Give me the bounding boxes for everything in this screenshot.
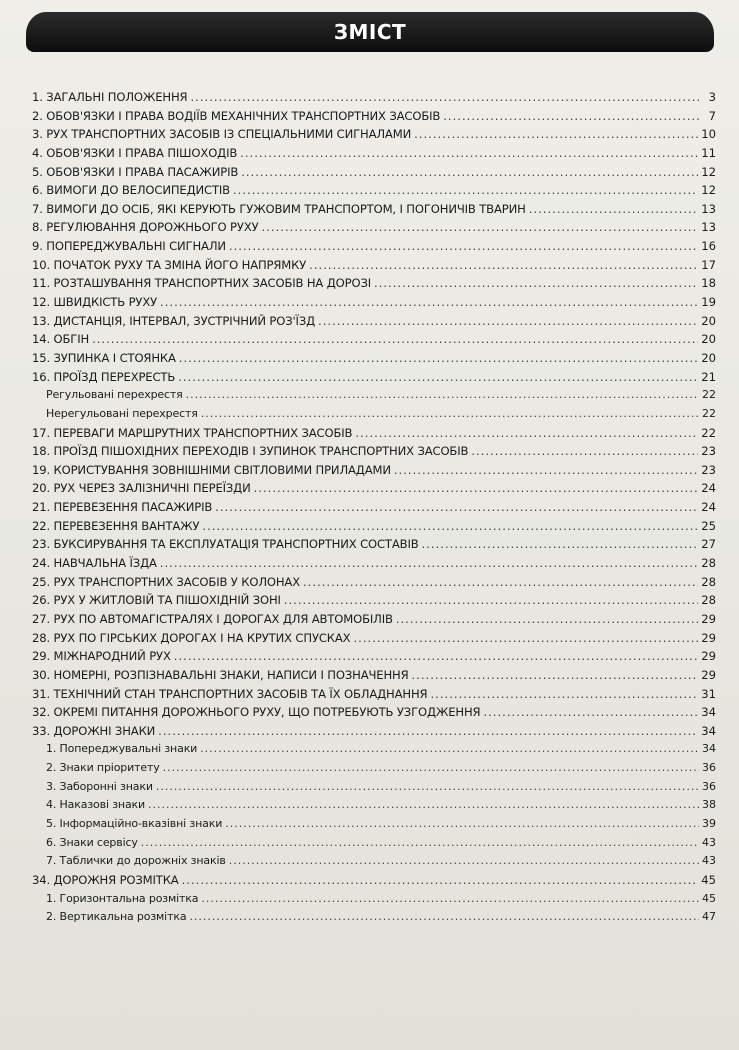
toc-entry-title: 17. ПЕРЕВАГИ МАРШРУТНИХ ТРАНСПОРТНИХ ЗАСОБІВ	[32, 425, 353, 440]
toc-entry-title: 6. Знаки сервісу	[46, 835, 138, 849]
dot-leader	[158, 722, 698, 741]
dot-leader	[225, 815, 699, 834]
toc-entry[interactable]	[32, 517, 716, 536]
toc-entry-page: 7	[708, 108, 716, 123]
dot-leader	[141, 834, 699, 853]
dot-leader	[262, 218, 699, 237]
toc-subentry[interactable]	[32, 890, 716, 909]
toc-entry-page: 23	[701, 462, 716, 477]
toc-entry[interactable]	[32, 871, 716, 890]
toc-entry[interactable]	[32, 573, 716, 592]
dot-leader	[471, 442, 698, 461]
toc-entry[interactable]	[32, 144, 716, 163]
toc-entry-page: 22	[702, 406, 716, 420]
dot-leader	[303, 573, 698, 592]
toc-entry[interactable]	[32, 200, 716, 219]
page-title: ЗМІСТ	[333, 20, 407, 44]
dot-leader	[318, 312, 698, 331]
toc-entry-page: 45	[701, 872, 716, 887]
toc-entry-page: 34	[701, 705, 716, 720]
toc-entry-title: 34. ДОРОЖНЯ РОЗМІТКА	[32, 872, 179, 887]
dot-leader	[201, 405, 699, 424]
toc-entry-title: 32. ОКРЕМІ ПИТАННЯ ДОРОЖНЬОГО РУХУ, ЩО ПОТРЕБУЮТЬ УЗГОДЖЕННЯ	[32, 705, 481, 720]
toc-entry-page: 20	[701, 332, 716, 347]
toc-entry-page: 19	[701, 295, 716, 310]
toc-entry-page: 28	[701, 593, 716, 608]
toc-entry[interactable]	[32, 722, 716, 741]
toc-entry-title: 8. РЕГУЛЮВАННЯ ДОРОЖНЬОГО РУХУ	[32, 220, 259, 235]
toc-entry-title: 11. РОЗТАШУВАННЯ ТРАНСПОРТНИХ ЗАСОБІВ НА ДОРОЗІ	[32, 276, 371, 291]
dot-leader	[179, 349, 698, 368]
toc-entry-page: 13	[701, 220, 716, 235]
toc-entry-title: 28. РУХ ПО ГІРСЬКИХ ДОРОГАХ І НА КРУТИХ СПУСКАХ	[32, 630, 351, 645]
toc-entry-title: 25. РУХ ТРАНСПОРТНИХ ЗАСОБІВ У КОЛОНАХ	[32, 574, 300, 589]
toc-subentry[interactable]	[32, 834, 716, 853]
toc-entry[interactable]	[32, 218, 716, 237]
dot-leader	[396, 610, 698, 629]
toc-entry-page: 28	[701, 556, 716, 571]
toc-entry[interactable]	[32, 498, 716, 517]
toc-entry-page: 36	[702, 779, 716, 793]
toc-entry[interactable]	[32, 666, 716, 685]
dot-leader	[229, 852, 699, 871]
toc-entry[interactable]	[32, 293, 716, 312]
toc-entry-title: Нерегульовані перехрестя	[46, 406, 198, 420]
toc-entry[interactable]	[32, 479, 716, 498]
toc-entry-title: 31. ТЕХНІЧНИЙ СТАН ТРАНСПОРТНИХ ЗАСОБІВ ТА ЇХ ОБЛАДНАННЯ	[32, 686, 428, 701]
dot-leader	[394, 461, 698, 480]
dot-leader	[483, 703, 698, 722]
dot-leader	[174, 647, 698, 666]
toc-entry-title: 29. МІЖНАРОДНИЙ РУХ	[32, 649, 171, 664]
dot-leader	[156, 778, 699, 797]
toc-entry-title: 1. ЗАГАЛЬНІ ПОЛОЖЕННЯ	[32, 90, 188, 104]
toc-entry-title: 26. РУХ У ЖИТЛОВІЙ ТА ПІШОХІДНІЙ ЗОНІ	[32, 593, 281, 608]
dot-leader	[190, 88, 699, 107]
toc-entry[interactable]	[32, 274, 716, 293]
toc-entry-page: 21	[701, 369, 716, 384]
dot-leader	[215, 498, 698, 517]
toc-subentry[interactable]	[32, 759, 716, 778]
toc-entry-page: 22	[702, 388, 716, 402]
dot-leader	[355, 424, 698, 443]
toc-entry[interactable]	[32, 442, 716, 461]
dot-leader	[284, 591, 698, 610]
toc-entry-page: 38	[702, 798, 716, 812]
toc-entry[interactable]	[32, 368, 716, 387]
toc-entry-title: 7. Таблички до дорожніх знаків	[46, 854, 226, 868]
toc-entry-title: 4. ОБОВ'ЯЗКИ І ПРАВА ПІШОХОДІВ	[32, 145, 238, 160]
dot-leader	[201, 890, 699, 909]
dot-leader	[240, 144, 698, 163]
toc-entry[interactable]	[32, 88, 716, 107]
toc-entry[interactable]	[32, 125, 716, 144]
header-bar	[26, 12, 714, 52]
toc-entry-page: 34	[702, 742, 716, 756]
toc-entry[interactable]	[32, 554, 716, 573]
dot-leader	[189, 908, 699, 927]
toc-entry[interactable]	[32, 685, 716, 704]
toc-entry-title: 6. ВИМОГИ ДО ВЕЛОСИПЕДИСТІВ	[32, 183, 230, 198]
toc-entry-page: 43	[702, 835, 716, 849]
dot-leader	[422, 535, 699, 554]
toc-entry-page: 29	[701, 630, 716, 645]
toc-entry-page: 13	[701, 201, 716, 216]
toc-entry-page: 39	[702, 816, 716, 830]
toc-entry-title: 1. Горизонтальна розмітка	[46, 891, 199, 905]
toc-entry-title: 4. Наказові знаки	[46, 798, 146, 812]
dot-leader	[229, 237, 698, 256]
toc-entry[interactable]	[32, 703, 716, 722]
toc-entry-page: 10	[701, 127, 716, 142]
dot-leader	[92, 330, 698, 349]
toc-entry[interactable]	[32, 163, 716, 182]
toc-subentry[interactable]	[32, 796, 716, 815]
toc-entry[interactable]	[32, 237, 716, 256]
toc-entry-title: 33. ДОРОЖНІ ЗНАКИ	[32, 723, 156, 738]
toc-entry[interactable]	[32, 461, 716, 480]
dot-leader	[414, 125, 698, 144]
dot-leader	[202, 517, 698, 536]
toc-entry-page: 20	[701, 350, 716, 365]
toc-entry-title: 22. ПЕРЕВЕЗЕННЯ ВАНТАЖУ	[32, 518, 200, 533]
toc-entry[interactable]	[32, 256, 716, 275]
toc-entry-page: 12	[701, 164, 716, 179]
toc-entry-title: 27. РУХ ПО АВТОМАГІСТРАЛЯХ І ДОРОГАХ ДЛЯ АВТОМОБІЛІВ	[32, 611, 393, 626]
toc-entry-page: 43	[702, 854, 716, 868]
toc-entry-title: 9. ПОПЕРЕДЖУВАЛЬНІ СИГНАЛИ	[32, 239, 226, 254]
toc-entry-title: 12. ШВИДКІСТЬ РУХУ	[32, 295, 158, 310]
dot-leader	[241, 163, 698, 182]
toc-subentry[interactable]	[32, 815, 716, 834]
dot-leader	[160, 293, 698, 312]
toc-entry-page: 20	[701, 313, 716, 328]
toc-entry-title: 7. ВИМОГИ ДО ОСІБ, ЯКІ КЕРУЮТЬ ГУЖОВИМ ТРАНСПОРТОМ, І ПОГОНИЧІВ ТВАРИН	[32, 201, 526, 216]
toc-entry-page: 31	[701, 686, 716, 701]
toc-entry-title: 3. Заборонні знаки	[46, 779, 153, 793]
toc-entry[interactable]	[32, 349, 716, 368]
toc-entry-title: 21. ПЕРЕВЕЗЕННЯ ПАСАЖИРІВ	[32, 500, 213, 515]
dot-leader	[200, 740, 699, 759]
toc-entry-title: 2. Вертикальна розмітка	[46, 910, 187, 924]
toc-entry-title: 30. НОМЕРНІ, РОЗПІЗНАВАЛЬНІ ЗНАКИ, НАПИСИ І ПОЗНАЧЕННЯ	[32, 667, 409, 682]
toc-entry-page: 34	[701, 723, 716, 738]
toc-entry-title: 23. БУКСИРУВАННЯ ТА ЕКСПЛУАТАЦІЯ ТРАНСПОРТНИХ СОСТАВІВ	[32, 537, 419, 552]
toc-entry-title: 2. Знаки пріоритету	[46, 761, 160, 775]
toc-entry[interactable]	[32, 647, 716, 666]
dot-leader	[309, 256, 698, 275]
dot-leader	[160, 554, 698, 573]
dot-leader	[148, 796, 699, 815]
toc-entry-title: 1. Попереджувальні знаки	[46, 742, 198, 756]
toc-entry-page: 27	[701, 537, 716, 552]
toc-entry-title: 5. Інформаційно-вказівні знаки	[46, 816, 223, 830]
toc-entry-title: 15. ЗУПИНКА І СТОЯНКА	[32, 350, 176, 365]
dot-leader	[374, 274, 698, 293]
toc-subentry[interactable]	[32, 386, 716, 405]
dot-leader	[353, 629, 698, 648]
toc-entry[interactable]	[32, 610, 716, 629]
table-of-contents	[32, 88, 716, 927]
toc-entry-page: 3	[708, 90, 716, 104]
toc-entry[interactable]	[32, 107, 716, 126]
toc-subentry[interactable]	[32, 740, 716, 759]
toc-entry-title: 2. ОБОВ'ЯЗКИ І ПРАВА ВОДІЇВ МЕХАНІЧНИХ ТРАНСПОРТНИХ ЗАСОБІВ	[32, 108, 441, 123]
toc-entry-page: 24	[701, 500, 716, 515]
toc-entry-page: 36	[702, 761, 716, 775]
toc-entry[interactable]	[32, 629, 716, 648]
toc-subentry[interactable]	[32, 778, 716, 797]
toc-entry-page: 23	[701, 444, 716, 459]
toc-entry[interactable]	[32, 424, 716, 443]
toc-entry-page: 45	[702, 891, 716, 905]
dot-leader	[254, 479, 699, 498]
dot-leader	[529, 200, 699, 219]
toc-entry-page: 22	[701, 425, 716, 440]
toc-entry-page: 29	[701, 667, 716, 682]
toc-entry[interactable]	[32, 181, 716, 200]
dot-leader	[178, 368, 698, 387]
toc-subentry[interactable]	[32, 405, 716, 424]
dot-leader	[430, 685, 698, 704]
toc-entry-title: 16. ПРОЇЗД ПЕРЕХРЕСТЬ	[32, 369, 176, 384]
toc-entry[interactable]	[32, 591, 716, 610]
toc-entry-page: 29	[701, 649, 716, 664]
toc-entry-title: 10. ПОЧАТОК РУХУ ТА ЗМІНА ЙОГО НАПРЯМКУ	[32, 257, 307, 272]
toc-entry-title: 13. ДИСТАНЦІЯ, ІНТЕРВАЛ, ЗУСТРІЧНИЙ РОЗ'ЇЗД	[32, 313, 316, 328]
toc-entry-page: 12	[701, 183, 716, 198]
toc-entry[interactable]	[32, 535, 716, 554]
toc-entry-page: 24	[701, 481, 716, 496]
toc-entry-title: Регульовані перехрестя	[46, 388, 183, 402]
toc-entry-page: 29	[701, 611, 716, 626]
dot-leader	[163, 759, 699, 778]
toc-entry-page: 17	[701, 257, 716, 272]
dot-leader	[443, 107, 699, 126]
dot-leader	[186, 386, 699, 405]
toc-entry-page: 25	[701, 518, 716, 533]
dot-leader	[182, 871, 699, 890]
toc-entry[interactable]	[32, 312, 716, 331]
toc-entry-page: 11	[701, 145, 716, 160]
toc-entry-page: 16	[701, 239, 716, 254]
toc-entry-title: 5. ОБОВ'ЯЗКИ І ПРАВА ПАСАЖИРІВ	[32, 164, 239, 179]
toc-entry-title: 19. КОРИСТУВАННЯ ЗОВНІШНІМИ СВІТЛОВИМИ ПРИЛАДАМИ	[32, 462, 391, 477]
toc-subentry[interactable]	[32, 908, 716, 927]
toc-entry-page: 47	[702, 910, 716, 924]
toc-entry-title: 20. РУХ ЧЕРЕЗ ЗАЛІЗНИЧНІ ПЕРЕЇЗДИ	[32, 481, 251, 496]
dot-leader	[412, 666, 699, 685]
toc-entry-title: 24. НАВЧАЛЬНА ЇЗДА	[32, 556, 157, 571]
toc-subentry[interactable]	[32, 852, 716, 871]
toc-entry-page: 18	[701, 276, 716, 291]
toc-entry-title: 3. РУХ ТРАНСПОРТНИХ ЗАСОБІВ ІЗ СПЕЦІАЛЬНИМИ СИГНАЛАМИ	[32, 127, 412, 142]
toc-entry[interactable]	[32, 330, 716, 349]
toc-entry-page: 28	[701, 574, 716, 589]
toc-entry-title: 14. ОБГІН	[32, 332, 90, 347]
dot-leader	[233, 181, 698, 200]
toc-entry-title: 18. ПРОЇЗД ПІШОХІДНИХ ПЕРЕХОДІВ І ЗУПИНОК ТРАНСПОРТНИХ ЗАСОБІВ	[32, 444, 469, 459]
